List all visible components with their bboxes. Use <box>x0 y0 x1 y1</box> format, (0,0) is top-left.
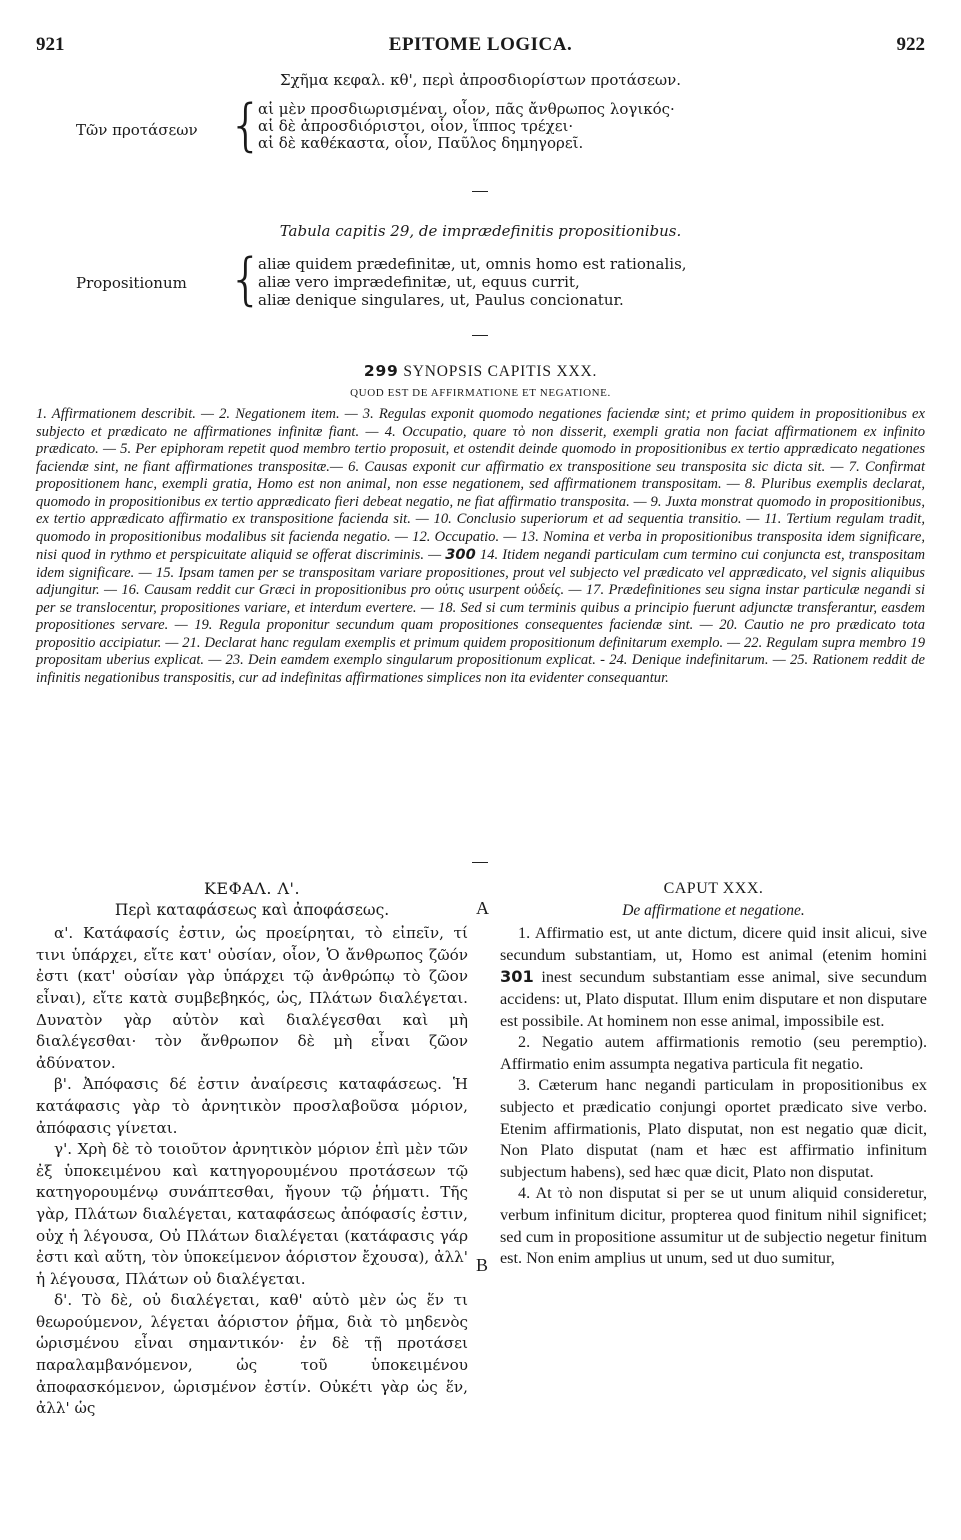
greek-paragraph: α'. Κατάφασίς ἐστιν, ὡς προείρηται, τὸ εἰπεῖν, τί τινι ὑπάρχει, εἴτε κατ' οὐσίαν, οἷον, Ὁ ἄνθρωπος ζῶόν ἐστι (κατ' οὐσίαν γὰρ ὑπάρχει τῷ ἀνθρώπῳ τὸ ζῶον εἶναι), εἴτε κατὰ συμβεβηκός, ὡς, Πλάτων διαλέγεται. Δυνατὸν γὰρ αὐτὸν καὶ διαλέγεσθαι καὶ μὴ διαλέγεσθαι· τὸν ἄνθρωπον δὲ μὴ εἶναι ζῶον ἀδύνατον. <box>36 924 468 1072</box>
latin-table-brace: { <box>228 247 264 312</box>
greek-table-line: αἱ μὲν προσδιωρισμέναι, οἷον, πᾶς ἄνθρωπος λογικός· <box>258 100 675 118</box>
synopsis-part: 14. Itidem negandi particulam cum termino cui conjuncta est, transpositam idem significare. — 15. Ipsam tamen per se transpositam variare propositiones, prout vel subjecto vel prædicato vel apprædicato, vel signis aliquibus adjungitur. — 16. Causam reddit cur Græci in propositionibus pro οὐτις usurpent οὐδείς. — 17. Prædefinitiones seu signa instar particulæ negandi si per se translocentur, propositiones variare, et interdum evertere. — 18. Sed si cum terminis quibus a principio fuerunt adjunctæ transferantur, easdem propositiones servare. — 19. Regula proponitur secundum quam propositiones consequentes faciendæ sint. — 20. Cautio ne pro prædicato tota propositio accipiatur. — 21. Declarat hanc regulam exemplis et primum quidem propositionum definitarum exemplo. — 22. Regulam supra membro 19 propositam uberius explicat. — 23. Dein eamdem exemplo singularum propositionum explicat. - 24. Denique indefinitarum. — 25. Rationem reddit de infinitis negationibus transpositis, cur ad indefinitas affirmationes simplices non ita evidenter consequantur. <box>36 547 925 686</box>
margin-number: 301 <box>500 967 534 987</box>
greek-table-label: Τῶν προτάσεων <box>76 121 198 139</box>
latin-paragraph-part: 1. Affirmatio est, ut ante dictum, dicere quid insit alicui, sive secundum substantiam, ut, Homo est animal (etenim homini <box>500 924 927 964</box>
synopsis-text <box>36 406 925 687</box>
latin-table-line: aliæ vero imprædefinitæ, ut, equus currit, <box>258 273 580 291</box>
section-marker-b: B <box>476 1255 489 1275</box>
greek-table-line: αἱ δὲ καθέκαστα, οἷον, Παῦλος δημηγορεῖ. <box>258 134 584 152</box>
latin-table-label: Propositionum <box>76 274 187 292</box>
latin-chapter-heading: CAPUT XXX. <box>663 880 764 897</box>
divider <box>472 862 488 863</box>
latin-paragraph-part: inest secundum substantiam esse animal, sive secundum accidens: ut, Plato disputat. Illum enim disputare et non disputare est possibile. At hominem non esse animal, impossibile est. <box>500 968 927 1030</box>
divider <box>472 335 488 336</box>
synopsis-title <box>0 362 961 381</box>
latin-table-line: aliæ quidem prædefinitæ, ut, omnis homo est rationalis, <box>258 255 687 273</box>
page-number-left: 921 <box>36 34 65 55</box>
running-head <box>36 34 925 56</box>
latin-table-lines <box>258 255 687 309</box>
latin-paragraph: 3. Cæterum hanc negandi particulam in propositionibus ex subjecto et prædicatio conjungi oportet prædicato sive verbo. Etenim affirmationis, Plato disputat, non est negatio quæ dicit, Non Plato disputat (nam et hæc est affirmatio infinitum subjectum habens), sed hæc quæ dicit, Plato non disputat. <box>500 1076 927 1181</box>
page-number-right: 922 <box>896 34 925 55</box>
synopsis-heading: SYNOPSIS CAPITIS XXX. <box>403 363 598 380</box>
greek-table-brace: { <box>228 93 264 158</box>
divider <box>472 191 488 192</box>
running-title: EPITOME LOGICA. <box>388 34 573 55</box>
synopsis-part: 1. Affirmationem describit. — 2. Negationem item. — 3. Regulas exponit quomodo negationes faciendæ sint; et primo quidem in propositionibus ex subjecto et prædicato ne affirmationes infinitæ fiant. — 4. Occupatio, quare τὸ non disserit, exempli gratia non faciat affirmationem ex infinito prædicato. — 5. Per epiphoram repetit quod membro tertio proposuit, et ostendit deinde quomodo in propositionibus ex tertio apprædicato negationes faciendæ sint, ne fiant affirmationes transpositæ.— 6. Causas exponit cur affirmatio ex transpositione seu transposita sic dicta sit. — 7. Confirmat propositionem hanc, exempli gratia, Homo est non animal, non esse negationem, sed affirmationem transpositam. — 8. Pluribus exemplis declarat, quomodo in propositionibus ex tertio apprædicato fieri debeat negatio, ne fiat affirmatio transposita. — 9. Juxta monstrat quomodo in propositionibus, ex tertio apprædicato affirmatio ex transpositione facienda sit. — 10. Conclusio superiorum et ad sequentia transitio. — 11. Tertium regulam tradit, quomodo in propositionibus modalibus sit facienda negatio. — 12. Occupatio. — 13. Nomina et verba in propositionibus transposita idem significare, nisi quod in rythmo et perspicuitate aliquid se offerat discriminis. — <box>36 406 925 563</box>
greek-chapter-subheading: Περὶ καταφάσεως καὶ ἀποφάσεως. <box>114 900 390 919</box>
latin-table-title: Tabula capitis 29, de imprædefinitis propositionibus. <box>279 222 682 240</box>
latin-column <box>500 878 927 1270</box>
greek-paragraph: β'. Ἀπόφασις δέ ἐστιν ἀναίρεσις καταφάσεως. Ἡ κατάφασις γὰρ τὸ ἀρνητικὸν προσλαβοῦσα μόριον, ἀπόφασις γίνεται. <box>36 1075 468 1137</box>
greek-paragraph: γ'. Χρὴ δὲ τὸ τοιοῦτον ἀρνητικὸν μόριον ἐπὶ μὲν τῶν ἐξ ὑποκειμένου καὶ κατηγορουμένου προτάσεων τῷ κατηγορουμένῳ συνάπτεσθαι, ἤγουν τῷ ῥήματι. Τῆς γὰρ, Πλάτων διαλέγεται, καταφάσεως ἀπόφασίς ἐστιν, οὐχ ἡ λέγουσα, Οὐ Πλάτων διαλέγεται (κατάφασις γάρ ἐστι καὶ αὕτη, τὸν ὑποκείμενον ἀόριστον ἔχουσα), ἀλλ' ἡ λέγουσα, Πλάτων οὐ διαλέγεται. <box>36 1140 468 1288</box>
latin-paragraph: 2. Negatio autem affirmationis remotio (seu peremptio). Affirmatio enim assumpta negativa particula fit negatio. <box>500 1033 927 1073</box>
latin-paragraph <box>500 923 927 1032</box>
synopsis-subtitle: QUOD EST DE AFFIRMATIONE ET NEGATIONE. <box>350 387 611 399</box>
greek-table-line: αἱ δὲ ἀπροσδιόριστοι, οἷον, ἵππος τρέχει· <box>258 117 574 135</box>
latin-table-line: aliæ denique singulares, ut, Paulus concionatur. <box>258 291 624 309</box>
greek-chapter-heading: ΚΕΦΑΛ. Λ'. <box>203 879 301 898</box>
greek-paragraph: δ'. Τὸ δὲ, οὐ διαλέγεται, καθ' αὑτὸ μὲν ὡς ἕν τι θεωρούμενον, λέγεται ἀόριστον ῥῆμα, διὰ τὸ μηδενὸς ὡρισμένου εἶναι σημαντικόν· ἐν δὲ τῇ προτάσει παραλαμβανόμενον, ὡς τοῦ ὑποκειμένου ἀποφασκόμενον, ὡρισμένον ἐστίν. Οὐκέτι γὰρ ὡς ἕν, ἀλλ' ὡς <box>36 1291 468 1418</box>
latin-paragraph: 4. At τὸ non disputat si per se ut unum aliquid consideretur, verbum infinitum dicitur, propterea quod finitum nihil significet; sed cum in propositione assumitur ut de subjectio negetur finitum est. Non enim amplius ut unum, sed ut duo sumitur, <box>500 1184 927 1268</box>
margin-number: 299 <box>363 362 399 380</box>
margin-number: 300 <box>445 546 476 563</box>
greek-table-lines <box>258 101 675 152</box>
latin-chapter-subheading: De affirmatione et negatione. <box>622 901 805 919</box>
section-marker-a: A <box>476 898 489 918</box>
greek-column <box>36 878 468 1420</box>
greek-table-title: Σχῆμα κεφαλ. κθ', περὶ ἀπροσδιορίστων προτάσεων. <box>280 71 681 89</box>
